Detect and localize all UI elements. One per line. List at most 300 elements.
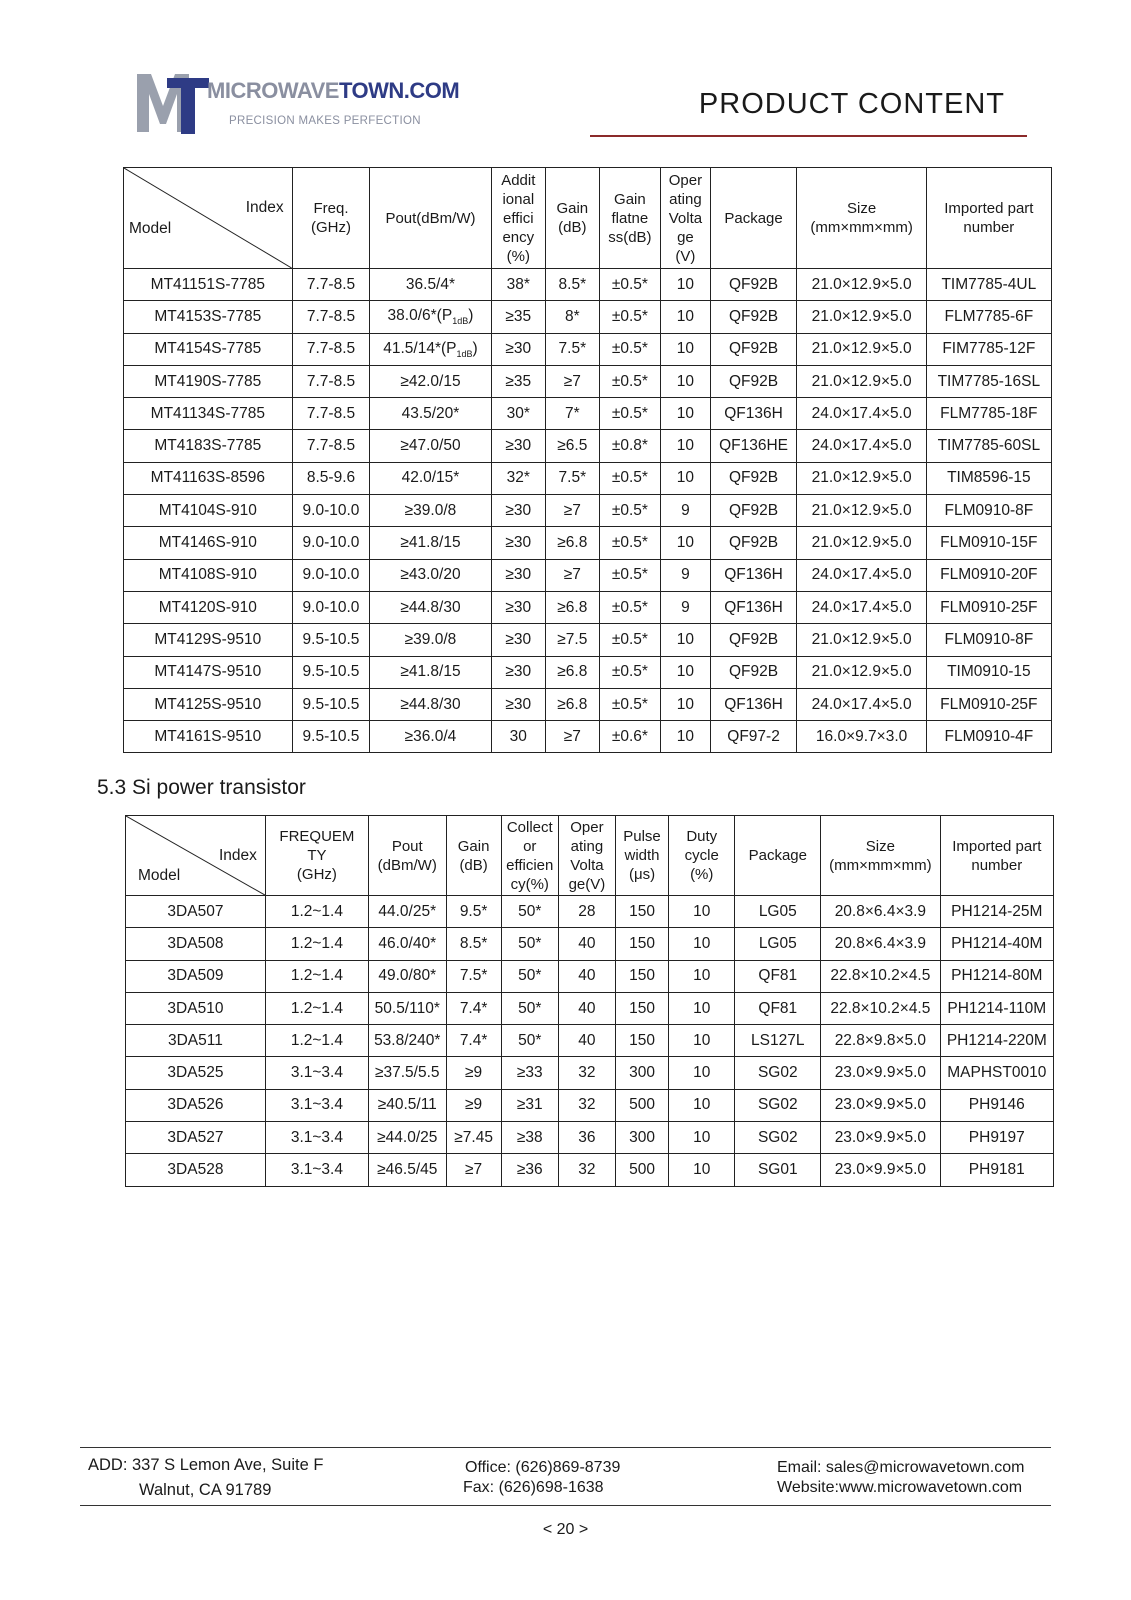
table-cell: ≥47.0/50 (370, 430, 491, 462)
table-cell: FIM7785-12F (926, 333, 1051, 365)
column-header: Pout (dBm/W) (368, 816, 446, 896)
table-cell: 7* (546, 398, 600, 430)
table-cell: 32 (558, 1057, 615, 1089)
model-cell: MT4108S-910 (124, 559, 293, 591)
table-row (124, 495, 1052, 527)
table-cell: ±0.5* (599, 269, 661, 301)
table-cell: ≥44.0/25 (368, 1122, 446, 1154)
table-cell: 24.0×17.4×5.0 (797, 398, 926, 430)
table-cell: 43.5/20* (370, 398, 491, 430)
table-cell: 10 (661, 430, 710, 462)
table-row (124, 624, 1052, 656)
table-cell: 21.0×12.9×5.0 (797, 656, 926, 688)
table-cell: ≥31 (501, 1089, 558, 1121)
table-cell: PH9197 (940, 1122, 1053, 1154)
logo-tagline: PRECISION MAKES PERFECTION (229, 115, 421, 127)
table-cell: 3.1~3.4 (265, 1089, 368, 1121)
table-row (126, 992, 1054, 1024)
table-row (124, 333, 1052, 365)
table-cell: 3.1~3.4 (265, 1154, 368, 1186)
table-cell: 42.0/15* (370, 462, 491, 494)
table-cell: 8.5-9.6 (292, 462, 370, 494)
table-cell: 24.0×17.4×5.0 (797, 430, 926, 462)
table-cell: FLM7785-6F (926, 301, 1051, 333)
table-cell: ≥42.0/15 (370, 365, 491, 397)
column-header: Package (710, 168, 797, 269)
table-cell: 49.0/80* (368, 960, 446, 992)
page-number: < 20 > (542, 1521, 589, 1538)
model-cell: 3DA525 (126, 1057, 266, 1089)
table-cell: 23.0×9.9×5.0 (821, 1057, 940, 1089)
table-cell: 24.0×17.4×5.0 (797, 559, 926, 591)
table-cell: 21.0×12.9×5.0 (797, 365, 926, 397)
table-cell: LG05 (735, 928, 821, 960)
table-cell: QF136H (710, 688, 797, 720)
table-cell: $41.5/14*(P_{1dB})$ (370, 333, 491, 365)
table-cell: ≥46.5/45 (368, 1154, 446, 1186)
table-cell: ≥39.0/8 (370, 624, 491, 656)
title-underline (590, 135, 1027, 137)
table-row (124, 656, 1052, 688)
table-cell: 150 (615, 1025, 668, 1057)
footer-website: Website:www.microwavetown.com (777, 1479, 1023, 1496)
table-cell: SG01 (735, 1154, 821, 1186)
table-cell: PH1214-80M (940, 960, 1053, 992)
table-cell: ≥7 (546, 721, 600, 753)
table-cell: 9 (661, 591, 710, 623)
table-row (124, 527, 1052, 559)
table-cell: 150 (615, 960, 668, 992)
table-cell: 36.5/4* (370, 269, 491, 301)
table-cell: FLM0910-8F (926, 495, 1051, 527)
column-header: Freq. (GHz) (292, 168, 370, 269)
table-cell: QF136HE (710, 430, 797, 462)
table-cell: TIM8596-15 (926, 462, 1051, 494)
footer-address-line2: Walnut, CA 91789 (139, 1481, 272, 1499)
table-cell: 500 (615, 1089, 668, 1121)
model-cell: 3DA511 (126, 1025, 266, 1057)
table-cell: 50* (501, 960, 558, 992)
table-cell: 7.5* (446, 960, 501, 992)
table-cell: QF97-2 (710, 721, 797, 753)
model-cell: 3DA527 (126, 1122, 266, 1154)
table-cell: SG02 (735, 1057, 821, 1089)
header-corner-cell (126, 816, 266, 896)
table-cell: 7.4* (446, 992, 501, 1024)
table-cell: ≥6.8 (546, 527, 600, 559)
model-cell: 3DA508 (126, 928, 266, 960)
footer-bottom-rule (80, 1505, 1051, 1506)
table-cell: 9.0-10.0 (292, 559, 370, 591)
table-cell: 10 (669, 1122, 735, 1154)
table-cell: 21.0×12.9×5.0 (797, 527, 926, 559)
table-cell: ±0.5* (599, 688, 661, 720)
table-cell: 150 (615, 992, 668, 1024)
table-header-row (124, 168, 1052, 269)
table-cell: 32* (491, 462, 546, 494)
table-cell: ≥30 (491, 591, 546, 623)
table-cell: 10 (661, 301, 710, 333)
gaas-fet-table (123, 167, 1052, 753)
table-cell: QF92B (710, 301, 797, 333)
table-cell: 1.2~1.4 (265, 992, 368, 1024)
model-cell: MT4147S-9510 (124, 656, 293, 688)
table-cell: QF92B (710, 462, 797, 494)
table-cell: 10 (669, 992, 735, 1024)
table-cell: ≥7 (546, 559, 600, 591)
table-cell: PH1214-220M (940, 1025, 1053, 1057)
column-header: Addit ional effici ency (%) (491, 168, 546, 269)
table-cell: 7.7-8.5 (292, 398, 370, 430)
table-row (124, 721, 1052, 753)
table-cell: QF92B (710, 527, 797, 559)
table-cell: ≥39.0/8 (370, 495, 491, 527)
diagonal-divider (124, 168, 292, 268)
table-cell: 7.5* (546, 333, 600, 365)
table-cell: 53.8/240* (368, 1025, 446, 1057)
table-cell: ≥30 (491, 527, 546, 559)
table-body (126, 896, 1054, 1187)
table-cell: 9.5-10.5 (292, 624, 370, 656)
table-cell: ±0.5* (599, 624, 661, 656)
table-row (126, 1122, 1054, 1154)
logo-wordmark-part1: MICROWAVE (207, 78, 339, 103)
table-cell: ≥9 (446, 1057, 501, 1089)
table-cell: ≥30 (491, 688, 546, 720)
table-cell: PH9146 (940, 1089, 1053, 1121)
table-cell: 8.5* (446, 928, 501, 960)
table-cell: 8* (546, 301, 600, 333)
table-row (126, 1025, 1054, 1057)
table-cell: 32 (558, 1089, 615, 1121)
table-cell: 1.2~1.4 (265, 960, 368, 992)
table-cell: FLM0910-25F (926, 591, 1051, 623)
table-cell: 21.0×12.9×5.0 (797, 495, 926, 527)
table-cell: FLM0910-15F (926, 527, 1051, 559)
table-cell: 30* (491, 398, 546, 430)
table-cell: 9.5-10.5 (292, 688, 370, 720)
table-cell: 10 (661, 333, 710, 365)
column-header: Duty cycle (%) (669, 816, 735, 896)
table-cell: ≥7.5 (546, 624, 600, 656)
table-cell: 22.8×10.2×4.5 (821, 960, 940, 992)
table-cell: FLM0910-20F (926, 559, 1051, 591)
table-cell: 9 (661, 495, 710, 527)
footer-address-line1: ADD: 337 S Lemon Ave, Suite F (88, 1456, 324, 1474)
table-row (124, 688, 1052, 720)
table-cell: ±0.6* (599, 721, 661, 753)
table-row (124, 430, 1052, 462)
column-header: Gain (dB) (446, 816, 501, 896)
table-cell: 9.0-10.0 (292, 495, 370, 527)
column-header: Pulse width (μs) (615, 816, 668, 896)
table-row (124, 301, 1052, 333)
header-model-label: Model (129, 220, 172, 237)
table-cell: ≥6.8 (546, 656, 600, 688)
table-cell: 20.8×6.4×3.9 (821, 896, 940, 928)
table-cell: 10 (661, 624, 710, 656)
table-cell: 21.0×12.9×5.0 (797, 462, 926, 494)
table-cell: 10 (669, 1057, 735, 1089)
table-cell: QF92B (710, 656, 797, 688)
table-cell: 3.1~3.4 (265, 1057, 368, 1089)
table-cell: ≥30 (491, 559, 546, 591)
table-cell: ≥36.0/4 (370, 721, 491, 753)
table-cell: 500 (615, 1154, 668, 1186)
page-title: PRODUCT CONTENT (698, 88, 1005, 120)
table-cell: 10 (661, 656, 710, 688)
table-cell: ≥38 (501, 1122, 558, 1154)
table-cell: PH9181 (940, 1154, 1053, 1186)
table-cell: 10 (661, 721, 710, 753)
footer-email: Email: sales@microwavetown.com (777, 1459, 1025, 1476)
column-header: Oper ating Volta ge (V) (661, 168, 710, 269)
table-cell: 7.7-8.5 (292, 430, 370, 462)
column-header: Package (735, 816, 821, 896)
table-cell: 7.7-8.5 (292, 333, 370, 365)
column-header: Pout(dBm/W) (370, 168, 491, 269)
table-cell: ≥30 (491, 656, 546, 688)
table-cell: PH1214-110M (940, 992, 1053, 1024)
table-cell: FLM0910-4F (926, 721, 1051, 753)
table-cell: ≥44.8/30 (370, 591, 491, 623)
table-cell: 9.5-10.5 (292, 656, 370, 688)
model-cell: MT4125S-9510 (124, 688, 293, 720)
table-cell: ≥30 (491, 624, 546, 656)
table-cell: 28 (558, 896, 615, 928)
table-cell: 10 (669, 1025, 735, 1057)
logo-wordmark (207, 78, 459, 104)
table-cell: 50* (501, 1025, 558, 1057)
table-cell: 7.7-8.5 (292, 365, 370, 397)
model-cell: MT4120S-910 (124, 591, 293, 623)
table-cell: ≥37.5/5.5 (368, 1057, 446, 1089)
model-cell: MT4153S-7785 (124, 301, 293, 333)
table-cell: 50* (501, 928, 558, 960)
table-cell: QF92B (710, 624, 797, 656)
table-cell: QF136H (710, 591, 797, 623)
table-cell: 1.2~1.4 (265, 896, 368, 928)
table-cell: ≥6.5 (546, 430, 600, 462)
table-cell: ≥9 (446, 1089, 501, 1121)
table-header-row (126, 816, 1054, 896)
footer-fax: Fax: (626)698-1638 (463, 1479, 604, 1496)
table-row (126, 960, 1054, 992)
logo-wordmark-part2: TOWN.COM (338, 78, 460, 103)
table-cell: ±0.5* (599, 591, 661, 623)
model-cell: MT4190S-7785 (124, 365, 293, 397)
table-cell: 40 (558, 1025, 615, 1057)
table-row (126, 1154, 1054, 1186)
table-cell: 16.0×9.7×3.0 (797, 721, 926, 753)
table-cell: ±0.5* (599, 333, 661, 365)
table-cell: 9.0-10.0 (292, 591, 370, 623)
column-header: Imported part number (926, 168, 1051, 269)
table-cell: ≥30 (491, 495, 546, 527)
table-cell: 21.0×12.9×5.0 (797, 333, 926, 365)
table-cell: ≥33 (501, 1057, 558, 1089)
table-cell: QF92B (710, 333, 797, 365)
column-header: Oper ating Volta ge(V) (558, 816, 615, 896)
table-cell: QF81 (735, 992, 821, 1024)
table-cell: ≥43.0/20 (370, 559, 491, 591)
table-cell: 7.7-8.5 (292, 269, 370, 301)
table-cell: 24.0×17.4×5.0 (797, 591, 926, 623)
model-cell: 3DA510 (126, 992, 266, 1024)
table-body (124, 269, 1052, 753)
table-cell: 50* (501, 992, 558, 1024)
column-header: Size (mm×mm×mm) (797, 168, 926, 269)
table-cell: ±0.5* (599, 656, 661, 688)
table-cell: SG02 (735, 1122, 821, 1154)
table-cell: QF136H (710, 559, 797, 591)
table-cell: FLM7785-18F (926, 398, 1051, 430)
table-cell: 10 (669, 1154, 735, 1186)
table-cell: 10 (669, 1089, 735, 1121)
table-cell: ≥35 (491, 301, 546, 333)
table-cell: 7.5* (546, 462, 600, 494)
company-logo (137, 72, 460, 142)
table-cell: ≥36 (501, 1154, 558, 1186)
model-cell: MT4104S-910 (124, 495, 293, 527)
table-cell: 7.7-8.5 (292, 301, 370, 333)
table-cell: 7.4* (446, 1025, 501, 1057)
table-cell: 30 (491, 721, 546, 753)
table-cell: QF92B (710, 269, 797, 301)
footer-office-phone: Office: (626)869-8739 (465, 1459, 621, 1476)
column-header: Collect or efficien cy(%) (501, 816, 558, 896)
table-cell: ±0.5* (599, 462, 661, 494)
column-header: Gain (dB) (546, 168, 600, 269)
table-cell: ≥7.45 (446, 1122, 501, 1154)
table-cell: 23.0×9.9×5.0 (821, 1089, 940, 1121)
table-cell: LS127L (735, 1025, 821, 1057)
table-cell: TIM7785-60SL (926, 430, 1051, 462)
table-row (124, 559, 1052, 591)
table-cell: 9.5* (446, 896, 501, 928)
table-cell: 9.0-10.0 (292, 527, 370, 559)
table-cell: TIM7785-4UL (926, 269, 1051, 301)
table-cell: QF81 (735, 960, 821, 992)
table-cell: 22.8×10.2×4.5 (821, 992, 940, 1024)
table-cell: ≥41.8/15 (370, 527, 491, 559)
model-cell: 3DA509 (126, 960, 266, 992)
table-cell: ±0.5* (599, 301, 661, 333)
model-cell: MT41151S-7785 (124, 269, 293, 301)
table-cell: 10 (661, 527, 710, 559)
table-cell: ≥7 (446, 1154, 501, 1186)
table-cell: QF136H (710, 398, 797, 430)
table-cell: ≥30 (491, 333, 546, 365)
table-cell: 10 (661, 365, 710, 397)
table-cell: ±0.5* (599, 559, 661, 591)
table-cell: SG02 (735, 1089, 821, 1121)
table-cell: 10 (661, 462, 710, 494)
model-cell: 3DA528 (126, 1154, 266, 1186)
table-cell: ≥44.8/30 (370, 688, 491, 720)
table-cell: ≥35 (491, 365, 546, 397)
table-cell: QF92B (710, 365, 797, 397)
table-cell: 20.8×6.4×3.9 (821, 928, 940, 960)
table-cell: 38* (491, 269, 546, 301)
table-cell: 1.2~1.4 (265, 1025, 368, 1057)
table-cell: LG05 (735, 896, 821, 928)
table-cell: 10 (669, 928, 735, 960)
header-model-label: Model (138, 867, 181, 884)
table-cell: ±0.5* (599, 495, 661, 527)
table-cell: 10 (669, 896, 735, 928)
table-row (124, 591, 1052, 623)
table-cell: 40 (558, 992, 615, 1024)
table-cell: FLM0910-8F (926, 624, 1051, 656)
table-cell: 10 (661, 688, 710, 720)
column-header: FREQUEM TY (GHz) (265, 816, 368, 896)
table-cell: 21.0×12.9×5.0 (797, 269, 926, 301)
model-cell: MT41163S-8596 (124, 462, 293, 494)
table-cell: 10 (661, 398, 710, 430)
table-cell: 23.0×9.9×5.0 (821, 1154, 940, 1186)
table-cell: PH1214-25M (940, 896, 1053, 928)
column-header: Imported part number (940, 816, 1053, 896)
table-row (124, 462, 1052, 494)
table-cell: 22.8×9.8×5.0 (821, 1025, 940, 1057)
table-cell: TIM0910-15 (926, 656, 1051, 688)
table-cell: 44.0/25* (368, 896, 446, 928)
table-cell: TIM7785-16SL (926, 365, 1051, 397)
table-cell: ±0.5* (599, 527, 661, 559)
table-cell: 9 (661, 559, 710, 591)
table-cell: 21.0×12.9×5.0 (797, 624, 926, 656)
model-cell: 3DA526 (126, 1089, 266, 1121)
model-cell: MT4154S-7785 (124, 333, 293, 365)
header-index-label: Index (245, 199, 284, 216)
table-row (124, 365, 1052, 397)
si-transistor-table (125, 815, 1054, 1187)
table-cell: 300 (615, 1122, 668, 1154)
table-cell: ±0.5* (599, 365, 661, 397)
model-cell: MT4161S-9510 (124, 721, 293, 753)
table-cell: PH1214-40M (940, 928, 1053, 960)
column-header: Size (mm×mm×mm) (821, 816, 940, 896)
table-row (126, 1089, 1054, 1121)
header-corner-cell (124, 168, 293, 269)
table-cell: ≥41.8/15 (370, 656, 491, 688)
table-cell: 9.5-10.5 (292, 721, 370, 753)
table-cell: 150 (615, 928, 668, 960)
table-cell: 24.0×17.4×5.0 (797, 688, 926, 720)
model-cell: MT4146S-910 (124, 527, 293, 559)
mt-logo-icon (137, 72, 209, 134)
table-cell: 10 (669, 960, 735, 992)
model-cell: MT41134S-7785 (124, 398, 293, 430)
table-cell: 50.5/110* (368, 992, 446, 1024)
table-row (126, 896, 1054, 928)
table-cell: 46.0/40* (368, 928, 446, 960)
table-cell: 10 (661, 269, 710, 301)
table-cell: ≥7 (546, 365, 600, 397)
table-cell: ±0.8* (599, 430, 661, 462)
header-index-label: Index (218, 847, 257, 864)
table-cell: QF92B (710, 495, 797, 527)
table-cell: 40 (558, 928, 615, 960)
table-cell: 50* (501, 896, 558, 928)
table-cell: 300 (615, 1057, 668, 1089)
table-row (126, 1057, 1054, 1089)
model-cell: 3DA507 (126, 896, 266, 928)
model-cell: MT4183S-7785 (124, 430, 293, 462)
table-cell: ≥7 (546, 495, 600, 527)
table-cell: 150 (615, 896, 668, 928)
